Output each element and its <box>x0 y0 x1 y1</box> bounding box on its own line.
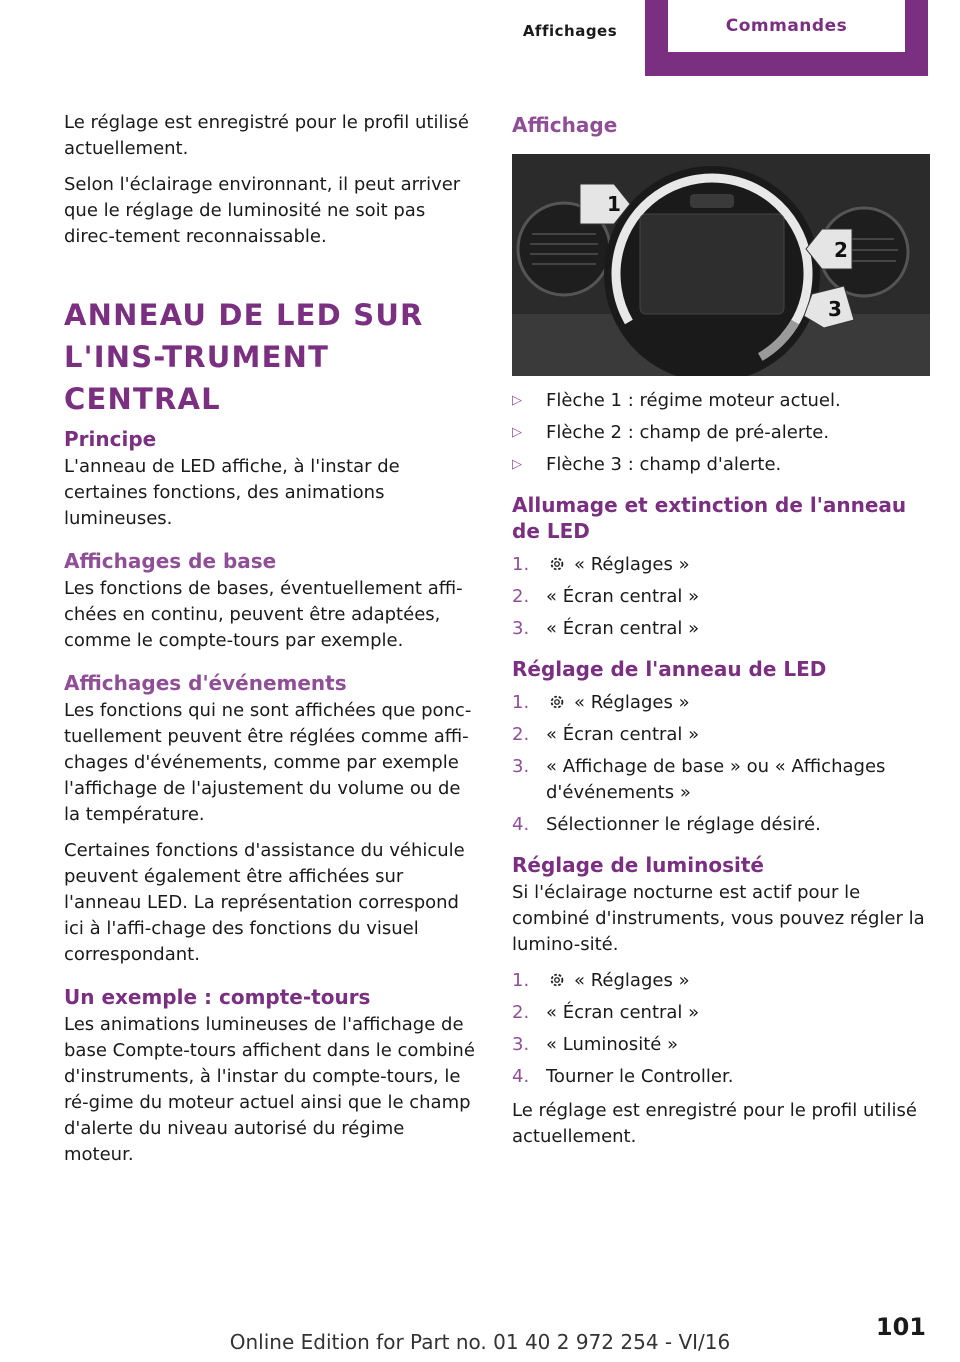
event-displays-text-2: Certaines fonctions d'assistance du véhicule peuvent également être affichées sur l'anneau LED. La représentation correspond ici à l'affi-chage des fonctions du visuel correspondant. <box>64 840 465 965</box>
section-title-led-ring: ANNEAU DE LED SUR L'INS-TRUMENT CENTRAL <box>64 298 424 416</box>
base-displays-heading: Affichages de base <box>64 549 277 573</box>
list-item: 3. « Luminosité » <box>512 1034 679 1055</box>
principe-heading: Principe <box>64 427 157 451</box>
led-settings-heading: Réglage de l'anneau de LED <box>512 657 827 681</box>
list-item: 4. Tourner le Controller. <box>512 1066 734 1087</box>
settings-gear-icon <box>548 971 566 989</box>
arrow-legend-list <box>512 388 930 478</box>
example-text: Les animations lumineuses de l'affichage de base Compte-tours affichent dans le combiné d'instruments, à l'instar du compte-tours, le ré-gime du moteur actuel ainsi que le champ d'alerte du niveau autorisé du régime moteur. <box>64 1014 475 1165</box>
list-item: 2. « Écran central » <box>512 1002 700 1023</box>
list-item: ▷ Flèche 1 : régime moteur actuel. <box>512 388 930 414</box>
intro-paragraph-1: Le réglage est enregistré pour le profil utilisé actuellement. <box>64 112 469 159</box>
led-ring-photo <box>512 154 930 376</box>
event-displays-text-1: Les fonctions qui ne sont affichées que ponc-tuellement peuvent être réglées comme affi-chages d'événements, comme par exemple l'affichage de l'ajustement du volume ou de la température. <box>64 700 472 825</box>
settings-gear-icon <box>548 555 566 573</box>
brightness-text: Si l'éclairage nocturne est actif pour le combiné d'instruments, vous pouvez régler la lumino-sité. <box>512 882 925 955</box>
list-item: 2. « Écran central » <box>512 586 700 607</box>
bullet-triangle-icon: ▷ <box>512 425 522 440</box>
onoff-steps <box>512 552 930 642</box>
list-item: ▷ Flèche 3 : champ d'alerte. <box>512 452 930 478</box>
svg-text:1: 1 <box>607 192 621 216</box>
principe-text: L'anneau de LED affiche, à l'instar de certaines fonctions, des animations lumineuses. <box>64 456 400 529</box>
base-displays-text: Les fonctions de bases, éventuellement affi-chées en continu, peuvent être adaptées, comme le compte-tours par exemple. <box>64 578 463 651</box>
event-displays-heading: Affichages d'événements <box>64 671 347 695</box>
list-item: 1. « Réglages » <box>512 970 690 991</box>
page-number: 101 <box>875 1313 926 1341</box>
closing-text: Le réglage est enregistré pour le profil utilisé actuellement. <box>512 1100 917 1147</box>
brightness-steps <box>512 968 930 1090</box>
settings-gear-icon <box>548 693 566 711</box>
online-edition-footer: Online Edition for Part no. 01 40 2 972 254 - VI/16 <box>229 1330 731 1354</box>
list-item: 4. Sélectionner le réglage désiré. <box>512 814 821 835</box>
list-item: 1. « Réglages » <box>512 554 690 575</box>
bullet-triangle-icon: ▷ <box>512 393 522 408</box>
header-tab-affichages[interactable]: Affichages <box>522 22 618 40</box>
list-item: 3. « Affichage de base » ou « Affichages d'événements » <box>512 756 886 803</box>
brightness-heading: Réglage de luminosité <box>512 853 764 877</box>
affichage-heading: Affichage <box>512 113 618 137</box>
left-column <box>64 110 478 1178</box>
list-item: 2. « Écran central » <box>512 724 700 745</box>
right-column <box>512 108 930 1160</box>
intro-paragraph-2: Selon l'éclairage environnant, il peut arriver que le réglage de luminosité ne soit pas direc-tement reconnaissable. <box>64 174 461 247</box>
onoff-heading: Allumage et extinction de l'anneau de LED <box>512 493 907 543</box>
list-item: 1. « Réglages » <box>512 692 690 713</box>
example-heading: Un exemple : compte-tours <box>64 985 371 1009</box>
list-item: 3. « Écran central » <box>512 618 700 639</box>
led-settings-steps <box>512 690 930 838</box>
svg-text:2: 2 <box>834 238 848 262</box>
bullet-triangle-icon: ▷ <box>512 457 522 472</box>
header-tab-commandes[interactable]: Commandes <box>668 0 905 52</box>
list-item: ▷ Flèche 2 : champ de pré-alerte. <box>512 420 930 446</box>
svg-text:3: 3 <box>828 297 842 321</box>
